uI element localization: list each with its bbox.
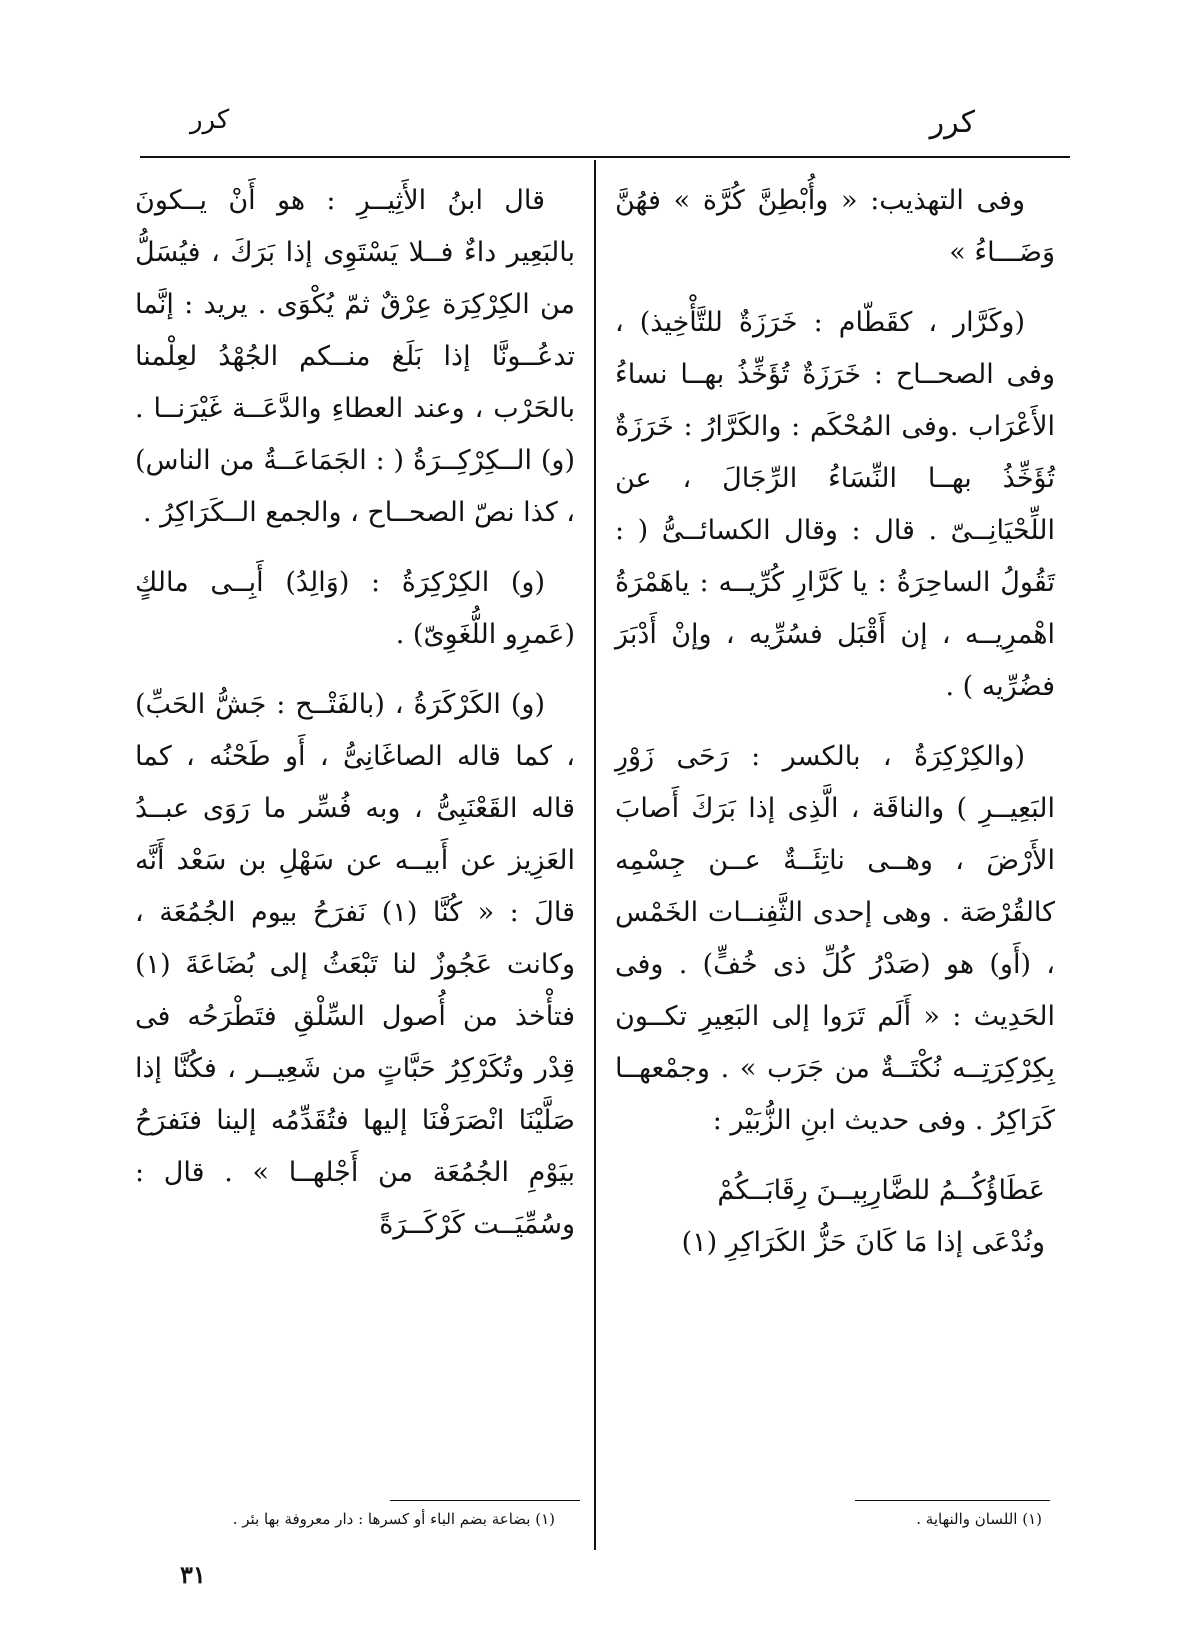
header-rule: [140, 156, 1070, 158]
footnote-left: (١) بضاعة بضم الباء أو كسرها : دار معروفة بها بئر .: [232, 1510, 555, 1528]
verse-line: عَطَاؤُكُــمُ للضَّارِبِيــنَ رِقَابَــكُمْ: [717, 1175, 1045, 1206]
paragraph: (و) الكِرْكِرَةُ : (وَالِدُ) أَبِــى مالكٍ (عَمرِو اللُّغَوِىّ) .: [135, 567, 575, 650]
footnote-rule-left: [390, 1500, 580, 1501]
left-column: [135, 175, 575, 1269]
page-number: ٣١: [180, 1560, 206, 1589]
paragraph: (وكَرَّار ، كقَطّام : خَرَزَةٌ للتَّأْخِيذ) ، وفى الصحــاح : خَرَزَةٌ تُؤَخِّذُ بهــا نساءُ الأَعْرَاب .وفى المُحْكَم : والكَرَّارُ : خَرَزَةٌ تُؤَخِّذُ بهــا النِّسَاءُ الرِّجَالَ ، عن اللِّحْيَانِــىّ . قال : وقال الكسائــىُّ ( : تَقُولُ الساحِرَةُ : يا كَرَّارِ كُرِّيــه : ياهَمْرَةُ اهْمرِيــه ، إن أَقْبَل فسُرِّيه ، وإنْ أَدْبَرَ فضُرِّيه ) .: [615, 307, 1055, 702]
running-header-right: كرر: [929, 105, 975, 140]
paragraph: (و) الكَرْكَرَةُ ، (بالفَتْــح : جَشُّ الحَبِّ) ، كما قاله الصاغَانِىُّ ، أَو طَحْنُه ، كما قاله القَعْنَبِىُّ ، وبه فُسِّر ما رَوَى عبــدُ العَزِيز عن أَبيــه عن سَهْلِ بن سَعْد أَنَّه قالَ : « كُنَّا (١) نَفرَحُ بيوم الجُمُعَة ، وكانت عَجُوزٌ لنا تَبْعَثُ إلى بُضَاعَةَ (١) فتأْخذ من أُصول السِّلْقِ فتَطْرَحُه فى قِدْر وتُكَرْكِرُ حَبَّاتٍ من شَعِيــر ، فكُنَّا إذا صَلَّيْنَا انْصَرَفْنَا إليها فتُقَدِّمُه إلينا فنَفرَحُ بيَوْمِ الجُمُعَة من أَجْلهــا » . قال : وسُمِّيَــت كَرْكَــرَةً: [135, 689, 575, 1240]
paragraph: وفى التهذيب: « وأُبْطِنَّ كُرَّة » فهُنَّ وَضَـــاءُ »: [615, 185, 1055, 268]
footnote-rule-right: [855, 1500, 1050, 1501]
paragraph: قال ابنُ الأَثِيــرِ : هو أَنْ يــكونَ بالبَعِير داءٌ فــلا يَسْتَوِى إذا بَرَكَ ، فيُسَلُّ من الكِرْكِرَة عِرْقٌ ثمّ يُكْوَى . يريد : إنَّما تدعُــونَّا إذا بَلَغ منــكم الجُهْدُ لعِلْمنا بالحَرْب ، وعند العطاءِ والدَّعَــة غَيْرَنــا . (و) الــكِرْكِــرَةُ ( : الجَمَاعَــةُ من الناس) ، كذا نصّ الصحــاح ، والجمع الــكَرَاكِرُ .: [135, 185, 575, 528]
footnote-right: (١) اللسان والنهاية .: [916, 1510, 1042, 1528]
column-divider: [594, 160, 596, 1550]
running-header-left: كرر: [190, 105, 230, 135]
verse-line: ونُدْعَى إذا مَا كَانَ حَزُّ الكَرَاكِرِ (١): [681, 1227, 1045, 1258]
paragraph: (والكِرْكِرَةُ ، بالكسر : رَحَى زَوْرِ البَعِيــرِ ) والناقَة ، الَّذِى إذا بَرَكَ أَصابَ الأَرْضَ ، وهــى ناتِئَــةٌ عــن جِسْمِه كالقُرْصَة . وهى إحدى الثَّفِنــات الخَمْس ، (أَو) هو (صَدْرُ كُلِّ ذى خُفٍّ) . وفى الحَدِيث : « أَلَم تَرَوا إلى البَعِيرِ تكــون بِكِرْكِرَتِــه نُكْتَــةٌ من جَرَب » . وجمْعهــا كَرَاكِرُ . وفى حديث ابنِ الزُّبَيْر :: [615, 741, 1055, 1136]
right-column: [615, 175, 1055, 1287]
